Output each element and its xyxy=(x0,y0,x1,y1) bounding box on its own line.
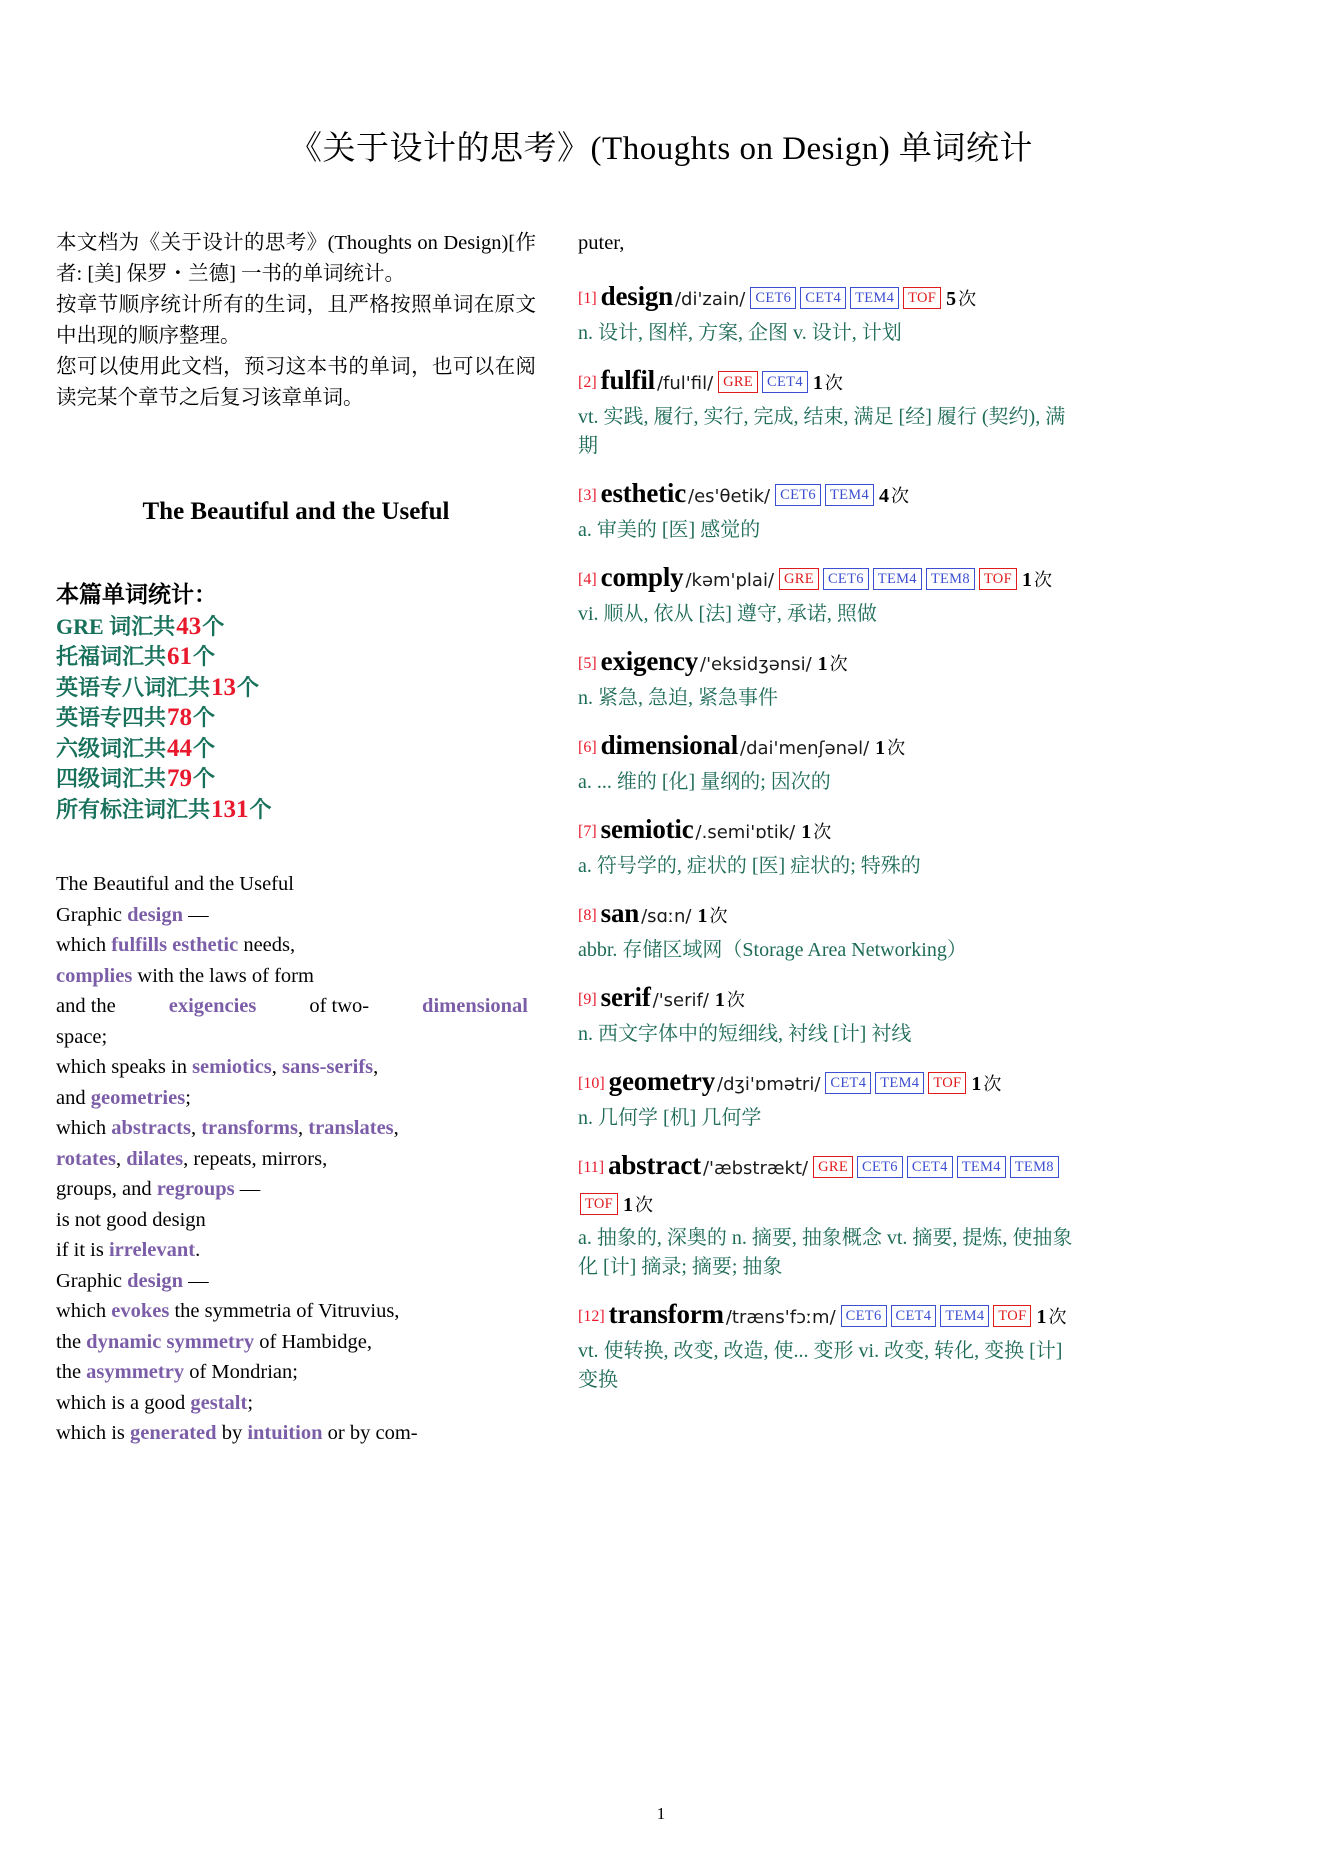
poem-line xyxy=(56,1083,536,1114)
exam-tag-badge: CET4 xyxy=(891,1305,937,1327)
entry-definition: vt. 实践, 履行, 实行, 完成, 结束, 满足 [经] 履行 (契约), 满期 xyxy=(578,406,1066,457)
word-entry-header xyxy=(578,895,1078,935)
exam-tag-badge: TOF xyxy=(979,568,1017,590)
stat-label: 英语专四共 xyxy=(56,705,167,730)
poem-text: which xyxy=(56,1300,112,1322)
entry-definition: n. 紧急, 急迫, 紧急事件 xyxy=(578,687,778,709)
poem-line xyxy=(56,1144,536,1175)
stat-row-tem4 xyxy=(56,703,536,734)
stat-unit: 个 xyxy=(237,674,260,700)
poem-text: the xyxy=(56,1361,87,1383)
word-entry-header xyxy=(578,1063,1078,1103)
exam-tag-badge: CET6 xyxy=(750,287,796,309)
stat-unit: 个 xyxy=(193,705,216,730)
entry-occurrence-count: 1 xyxy=(623,1194,634,1216)
entry-count-unit: 次 xyxy=(983,1074,1002,1094)
highlighted-word: evokes xyxy=(111,1300,170,1322)
poem-line xyxy=(56,1235,536,1266)
intro-paragraph xyxy=(56,228,536,414)
entry-word: esthetic xyxy=(600,478,687,508)
entry-occurrence-count: 1 xyxy=(714,989,725,1011)
highlighted-word: translates xyxy=(308,1117,394,1139)
exam-tag-badge: GRE xyxy=(813,1156,853,1178)
exam-tag-badge: TOF xyxy=(903,287,941,309)
poem-line xyxy=(56,1205,536,1236)
entry-index: [2] xyxy=(578,374,597,391)
word-entry-header xyxy=(578,979,1078,1019)
entry-occurrence-count: 1 xyxy=(1036,1306,1047,1328)
entry-count-unit: 次 xyxy=(709,906,728,926)
poem-line xyxy=(56,1327,536,1358)
highlighted-word: generated xyxy=(130,1422,217,1444)
entry-occurrence-count: 5 xyxy=(946,288,957,310)
entry-word: semiotic xyxy=(600,814,694,844)
highlighted-word: geometries xyxy=(90,1086,186,1109)
entry-word: exigency xyxy=(600,646,699,676)
entry-definition: n. 几何学 [机] 几何学 xyxy=(578,1107,762,1129)
page-title: 《关于设计的思考》(Thoughts on Design) 单词统计 xyxy=(289,131,1033,167)
word-entry xyxy=(578,643,1078,713)
word-entry-header xyxy=(578,1147,1078,1223)
highlighted-word: dynamic symmetry xyxy=(86,1330,255,1353)
stat-value: 79 xyxy=(167,765,193,792)
poem-text: by xyxy=(216,1422,248,1444)
word-entry-header xyxy=(578,559,1078,599)
poem-text: ; xyxy=(185,1086,191,1109)
entry-index: [8] xyxy=(578,907,597,924)
source-text-block xyxy=(56,869,536,1449)
exam-tag-badge: TOF xyxy=(928,1072,966,1094)
exam-tag-badge: CET4 xyxy=(907,1156,953,1178)
highlighted-word: intuition xyxy=(247,1422,323,1444)
poem-line xyxy=(56,1174,536,1205)
highlighted-word: semiotics xyxy=(192,1056,272,1078)
stat-unit: 个 xyxy=(193,644,216,669)
poem-text: . xyxy=(195,1239,201,1261)
stat-row-tem8 xyxy=(56,673,536,704)
entry-count-unit: 次 xyxy=(635,1195,654,1215)
highlighted-word: asymmetry xyxy=(86,1361,185,1383)
exam-tag-badge: TEM8 xyxy=(926,568,975,590)
poem-line xyxy=(56,869,536,900)
entry-word: san xyxy=(600,898,640,928)
entry-index: [1] xyxy=(578,290,597,307)
poem-text: needs, xyxy=(238,934,296,956)
entry-occurrence-count: 1 xyxy=(812,372,823,394)
entry-count-unit: 次 xyxy=(958,289,977,309)
entry-definition: abbr. 存储区域网（Storage Area Networking） xyxy=(578,939,967,961)
entry-phonetic: /'eksidʒənsi/ xyxy=(700,654,812,675)
highlighted-word: rotates xyxy=(56,1147,116,1170)
poem-text: which is xyxy=(56,1422,131,1444)
word-entry xyxy=(578,278,1078,348)
entry-count-unit: 次 xyxy=(891,486,910,506)
exam-tag-badge: CET4 xyxy=(800,287,846,309)
word-entry xyxy=(578,979,1078,1049)
poem-text: Graphic xyxy=(56,903,128,926)
highlighted-word: gestalt xyxy=(190,1391,248,1414)
highlighted-word: sans-serifs xyxy=(282,1056,374,1078)
stat-label: GRE 词汇共 xyxy=(56,613,176,639)
word-entry xyxy=(578,1296,1078,1395)
entry-index: [5] xyxy=(578,655,597,672)
stat-label: 六级词汇共 xyxy=(56,735,167,761)
entry-word: fulfil xyxy=(600,365,655,395)
poem-text: , xyxy=(271,1056,283,1078)
word-entry-header xyxy=(578,278,1078,318)
entry-phonetic: /sɑːn/ xyxy=(641,906,692,927)
entry-index: [4] xyxy=(578,571,597,588)
exam-tag-badge: CET4 xyxy=(825,1072,871,1094)
entry-count-unit: 次 xyxy=(726,990,745,1010)
entry-phonetic: /træns'fɔːm/ xyxy=(725,1307,836,1328)
poem-line xyxy=(56,1418,536,1449)
poem-text: which xyxy=(56,934,112,956)
poem-text: the symmetria of Vitruvius, xyxy=(169,1300,400,1322)
highlighted-word: design xyxy=(127,1269,183,1292)
word-entry xyxy=(578,895,1078,965)
entry-phonetic: /dai'menʃənəl/ xyxy=(740,738,870,759)
poem-line xyxy=(56,1266,536,1297)
entry-occurrence-count: 4 xyxy=(879,485,890,507)
poem-text: — xyxy=(234,1178,261,1200)
continuation-text: puter, xyxy=(578,232,625,254)
exam-tag-badge: GRE xyxy=(779,568,819,590)
exam-tag-badge: CET6 xyxy=(823,568,869,590)
entry-phonetic: /di'zain/ xyxy=(674,289,746,310)
exam-tag-badge: CET6 xyxy=(841,1305,887,1327)
poem-text: with the laws of form xyxy=(132,964,314,987)
entry-occurrence-count: 1 xyxy=(971,1073,982,1095)
stat-value: 61 xyxy=(167,643,193,670)
highlighted-word: complies xyxy=(56,964,133,987)
left-column xyxy=(56,228,536,1449)
entry-index: [7] xyxy=(578,823,597,840)
stat-label: 托福词汇共 xyxy=(56,644,167,669)
entry-definition: n. 设计, 图样, 方案, 企图 v. 设计, 计划 xyxy=(578,322,902,344)
poem-line xyxy=(56,1357,536,1388)
entry-phonetic: /'serif/ xyxy=(652,990,709,1011)
exam-tag-badge: TEM8 xyxy=(1010,1156,1059,1178)
entry-count-unit: 次 xyxy=(1033,570,1052,590)
word-entry xyxy=(578,811,1078,881)
entry-word: abstract xyxy=(608,1150,701,1180)
word-entry xyxy=(578,475,1078,545)
poem-text: , xyxy=(373,1056,379,1078)
poem-text: which is a good xyxy=(56,1391,191,1414)
entry-definition: a. ... 维的 [化] 量纲的; 因次的 xyxy=(578,771,831,793)
highlighted-word: dimensional xyxy=(422,995,528,1017)
poem-line xyxy=(56,961,536,992)
exam-tag-badge: TEM4 xyxy=(957,1156,1006,1178)
stat-value: 43 xyxy=(176,612,202,640)
highlighted-word: regroups xyxy=(156,1178,235,1200)
entry-occurrence-count: 1 xyxy=(697,905,708,927)
stat-label: 英语专八词汇共 xyxy=(56,674,211,700)
word-entry-header xyxy=(578,1296,1078,1336)
entry-definition: a. 审美的 [医] 感觉的 xyxy=(578,519,761,541)
entry-phonetic: /es'θetik/ xyxy=(688,486,771,507)
exam-tag-badge: TOF xyxy=(993,1305,1031,1327)
entry-definition: n. 西文字体中的短细线, 衬线 [计] 衬线 xyxy=(578,1023,912,1045)
exam-tag-badge: TEM4 xyxy=(940,1305,989,1327)
highlighted-word: irrelevant xyxy=(108,1239,196,1261)
poem-text: of two- xyxy=(309,995,370,1017)
poem-text: of Hambidge, xyxy=(254,1330,372,1353)
stat-row-cet4 xyxy=(56,764,536,795)
poem-text: The Beautiful and the Useful xyxy=(56,873,294,895)
poem-text: , xyxy=(115,1147,127,1170)
poem-text: which speaks in xyxy=(56,1056,193,1078)
poem-text: , repeats, mirrors, xyxy=(183,1147,328,1170)
chapter-title: The Beautiful and the Useful xyxy=(142,498,450,525)
exam-tag-badge: TEM4 xyxy=(850,287,899,309)
poem-text: is not good design xyxy=(56,1208,206,1231)
exam-tag-badge: TOF xyxy=(580,1193,618,1215)
poem-line xyxy=(56,1052,536,1083)
entry-count-unit: 次 xyxy=(1048,1307,1067,1327)
entry-word: geometry xyxy=(608,1066,715,1096)
word-entry-header xyxy=(578,727,1078,767)
poem-text: which xyxy=(56,1117,112,1139)
entry-count-unit: 次 xyxy=(813,822,832,842)
word-entry xyxy=(578,727,1078,797)
entry-count-unit: 次 xyxy=(887,738,906,758)
exam-tag-badge: CET6 xyxy=(775,484,821,506)
exam-tag-badge: CET6 xyxy=(857,1156,903,1178)
poem-text: — xyxy=(182,1269,209,1292)
entry-phonetic: /.semi'ɒtik/ xyxy=(695,822,796,843)
entry-phonetic: /dʒi'ɒmətri/ xyxy=(717,1074,821,1095)
right-column xyxy=(578,228,1078,1449)
stat-value: 78 xyxy=(167,704,193,731)
stat-label: 四级词汇共 xyxy=(56,766,167,791)
poem-text: or by com- xyxy=(322,1422,418,1444)
poem-line xyxy=(56,900,536,931)
stat-unit: 个 xyxy=(193,735,216,761)
entry-index: [11] xyxy=(578,1159,605,1176)
entry-definition: vi. 顺从, 依从 [法] 遵守, 承诺, 照做 xyxy=(578,603,877,625)
poem-line xyxy=(56,930,536,961)
entry-index: [12] xyxy=(578,1308,605,1325)
entry-occurrence-count: 1 xyxy=(1021,569,1032,591)
entry-occurrence-count: 1 xyxy=(801,821,812,843)
intro-line-2: 按章节顺序统计所有的生词，且严格按照单词在原文中出现的顺序整理。 xyxy=(56,294,536,347)
poem-text: of Mondrian; xyxy=(184,1361,298,1383)
exam-tag-badge: GRE xyxy=(718,371,758,393)
poem-line xyxy=(56,1388,536,1419)
exam-tag-badge: TEM4 xyxy=(873,568,922,590)
highlighted-word: fulfills esthetic xyxy=(111,934,239,956)
stat-value: 13 xyxy=(211,673,237,701)
poem-text: — xyxy=(182,903,209,926)
stat-row-gre xyxy=(56,612,536,643)
stat-unit: 个 xyxy=(193,766,216,791)
intro-line-1: 本文档为《关于设计的思考》(Thoughts on Design)[作者: [美] 保罗・兰德] 一书的单词统计。 xyxy=(56,232,536,285)
entry-index: [6] xyxy=(578,739,597,756)
highlighted-word: transforms xyxy=(201,1117,298,1139)
word-entry-header xyxy=(578,643,1078,683)
poem-text: , xyxy=(298,1117,309,1139)
entry-word: dimensional xyxy=(600,730,738,760)
entry-index: [9] xyxy=(578,991,597,1008)
word-entry xyxy=(578,559,1078,629)
entry-word: design xyxy=(600,281,673,311)
poem-text: groups, and xyxy=(56,1178,157,1200)
stat-value: 131 xyxy=(211,795,249,823)
entry-phonetic: /kəm'plai/ xyxy=(685,570,775,591)
two-column-body xyxy=(0,228,1322,1449)
entry-word: serif xyxy=(600,982,651,1012)
poem-line xyxy=(56,1113,536,1144)
exam-tag-badge: CET4 xyxy=(762,371,808,393)
poem-text: Graphic xyxy=(56,1269,128,1292)
poem-text: the xyxy=(56,1330,87,1353)
page-number: 1 xyxy=(656,1804,666,1823)
entry-index: [3] xyxy=(578,487,597,504)
exam-tag-badge: TEM4 xyxy=(825,484,874,506)
highlighted-word: design xyxy=(127,903,183,926)
stats-heading: 本篇单词统计： xyxy=(56,582,217,607)
highlighted-word: exigencies xyxy=(168,995,257,1017)
poem-text: and the xyxy=(56,995,116,1017)
entry-occurrence-count: 1 xyxy=(875,737,886,759)
exam-tag-badge: TEM4 xyxy=(875,1072,924,1094)
intro-line-3: 您可以使用此文档，预习这本书的单词，也可以在阅读完某个章节之后复习该章单词。 xyxy=(56,356,536,409)
poem-text: space; xyxy=(56,1025,108,1048)
stat-row-total xyxy=(56,795,536,826)
entry-phonetic: /'æbstrækt/ xyxy=(702,1158,809,1179)
entry-count-unit: 次 xyxy=(829,654,848,674)
highlighted-word: abstracts xyxy=(111,1117,191,1139)
stat-unit: 个 xyxy=(202,613,225,639)
poem-text: if it is xyxy=(56,1239,109,1261)
word-entry xyxy=(578,1063,1078,1133)
entry-word: comply xyxy=(600,562,684,592)
entry-definition: a. 符号学的, 症状的 [医] 症状的; 特殊的 xyxy=(578,855,921,877)
word-entry-list xyxy=(578,278,1078,1395)
stat-row-toefl xyxy=(56,642,536,673)
poem-text: and xyxy=(56,1086,91,1109)
word-entry xyxy=(578,362,1078,461)
poem-line xyxy=(56,1296,536,1327)
poem-text: , xyxy=(393,1117,399,1139)
entry-index: [10] xyxy=(578,1075,605,1092)
word-entry-header xyxy=(578,811,1078,851)
stat-unit: 个 xyxy=(249,796,272,822)
stat-value: 44 xyxy=(167,734,193,762)
entry-definition: vt. 使转换, 改变, 改造, 使... 变形 vi. 改变, 转化, 变换 [计] 变换 xyxy=(578,1340,1063,1391)
word-entry xyxy=(578,1147,1078,1282)
entry-occurrence-count: 1 xyxy=(817,653,828,675)
poem-text: ; xyxy=(247,1391,254,1414)
entry-phonetic: /ful'fil/ xyxy=(656,373,714,394)
poem-text: , xyxy=(190,1117,202,1139)
word-entry-header xyxy=(578,475,1078,515)
entry-definition: a. 抽象的, 深奥的 n. 摘要, 抽象概念 vt. 摘要, 提炼, 使抽象化 [计] 摘录; 摘要; 抽象 xyxy=(578,1227,1073,1278)
stats-block xyxy=(56,580,536,825)
entry-count-unit: 次 xyxy=(824,373,843,393)
poem-line xyxy=(56,991,528,1022)
entry-word: transform xyxy=(608,1299,724,1329)
word-entry-header xyxy=(578,362,1078,402)
stat-row-cet6 xyxy=(56,734,536,765)
highlighted-word: dilates xyxy=(126,1147,184,1170)
stat-label: 所有标注词汇共 xyxy=(56,796,211,822)
poem-line xyxy=(56,1022,536,1053)
